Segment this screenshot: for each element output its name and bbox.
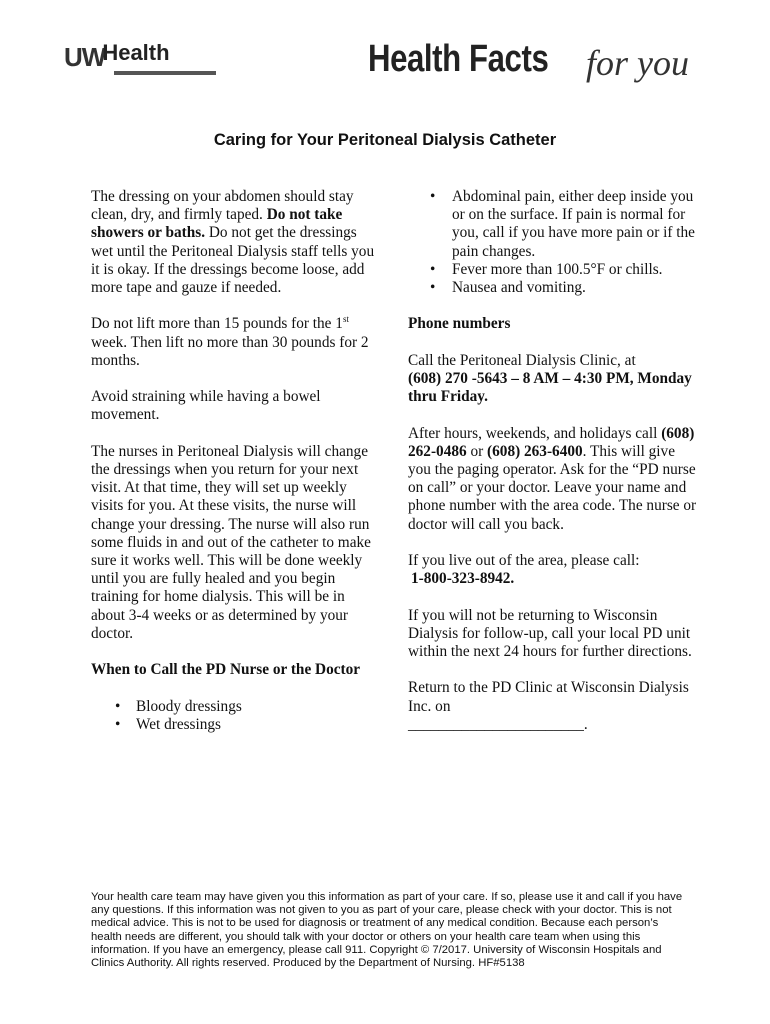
dressing-paragraph [91,188,381,297]
after-hours-phone-2: (608) 263-6400 [487,442,583,460]
list-item: • Nausea and vomiting. [408,279,700,297]
right-column [408,188,700,752]
after-hours-paragraph [408,425,700,534]
lifting-paragraph [91,315,381,370]
out-of-area-paragraph [408,552,700,588]
logo-health-text: Health [102,40,170,65]
after-hours-text-b: . This will give you the paging operator. Ask for the “PD nurse on call” or your doctor. Leave your name and phone number with the area code. The nurse or doctor will call you back. [408,442,697,533]
left-bullet-list [91,698,381,734]
disclaimer-footer: Your health care team may have given you this information as part of your care. If so, please use it and call if you have any questions. If this information was not given to you as part of your care, please check with your doctor. This is not medical advice. This is not to be used for diagnosis or treatment of any medical condition. Because each person’s health needs are different, you should talk with your doctor or others on your health care team when using this information. If you have an emergency, please call 911. Copyright © 7/2017. University of Wisconsin Hospitals and Clinics Authority. All rights reserved. Produced by the Department of Nursing. HF#5138 [91,891,683,970]
dressing-text-bold: Do not take showers or baths. [91,206,343,242]
list-item: • Wet dressings [91,716,381,734]
right-bullet-list [408,188,700,297]
clinic-intro: Call the Peritoneal Dialysis Clinic, at [408,351,636,369]
page-title: Caring for Your Peritoneal Dialysis Catheter [213,131,557,149]
nurses-paragraph: The nurses in Peritoneal Dialysis will change the dressings when you return for your next visit. At that time, they will set up weekly visits for you. At these visits, the nurse will change your dressing. The nurse will also run some fluids in and out of the catheter to make sure it works well. This will be done weekly until you are fully healed and you begin training for home dialysis. This will be in about 3-4 weeks or as determined by your doctor. [91,442,371,642]
dressing-text-c: Do not get the dressings wet until the Peritoneal Dialysis staff tells you it is okay. If the dressings become loose, add more tape and gauze if needed. [91,224,375,297]
when-to-call-heading-text: When to Call the PD Nurse or the Doctor [91,661,361,679]
not-returning-paragraph: If you will not be returning to Wisconsin Dialysis for follow-up, call your local PD unit within the next 24 hours for further directions. [408,606,692,660]
uw-health-logo [64,42,170,73]
phone-heading-text: Phone numbers [408,315,511,333]
clinic-phone: (608) 270 -5643 – 8 AM – 4:30 PM, Monday thru Friday. [408,370,692,406]
lifting-superscript: st [342,314,349,325]
dressing-text-a: The dressing on your abdomen should stay clean, dry, and firmly taped. [91,188,354,224]
phone-heading [408,315,700,333]
health-facts-logo [368,38,689,83]
return-text: Return to the PD Clinic at Wisconsin Dialysis Inc. on [408,679,689,715]
out-of-area-phone: 1-800-323-8942. [411,570,515,588]
clinic-paragraph [408,352,700,407]
list-item: • Bloody dressings [91,698,381,716]
straining-paragraph: Avoid straining while having a bowel movement. [91,388,321,424]
lifting-text-a: Do not lift more than 15 pounds for the 1 [91,315,343,333]
out-of-area-text: If you live out of the area, please call: [408,552,640,569]
left-column [91,188,381,734]
brand-main-text: Health Facts [368,38,549,80]
when-to-call-heading [91,661,381,679]
return-paragraph [408,679,700,734]
after-hours-text-a: After hours, weekends, and holidays call [408,424,662,442]
after-hours-phone-1: (608) 262-0486 [408,424,695,460]
lifting-text-b: week. Then lift no more than 30 pounds for 2 months. [91,333,369,369]
brand-script-text: for you [586,43,689,83]
logo-uw-text: UW [64,42,106,72]
return-date-blank: _______________________. [408,715,588,733]
list-item: • Abdominal pain, either deep inside you or on the surface. If pain is normal for you, call if you have more pain or if the pain changes. [408,188,700,261]
logo-underline [114,71,216,75]
after-hours-or: or [466,442,488,460]
list-item: • Fever more than 100.5°F or chills. [408,261,700,279]
